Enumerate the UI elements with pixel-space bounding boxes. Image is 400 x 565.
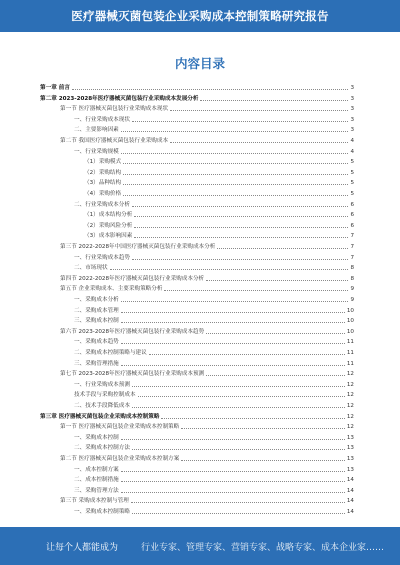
toc-leader-dots bbox=[110, 269, 349, 270]
toc-entry[interactable] bbox=[40, 105, 354, 113]
toc-entry-page: 3 bbox=[350, 95, 354, 102]
toc-heading: 内容目录 bbox=[174, 56, 225, 71]
toc-entry-page: 9 bbox=[350, 286, 354, 293]
toc-entry-label: 二、采购成本控制方法 bbox=[74, 445, 130, 452]
toc-leader-dots bbox=[72, 89, 349, 90]
toc-leader-dots bbox=[121, 492, 345, 493]
toc-entry-label: 二、技术手段降低成本 bbox=[74, 403, 130, 409]
toc-entry[interactable] bbox=[40, 158, 354, 166]
toc-entry[interactable] bbox=[40, 338, 354, 346]
toc-entry-page: 12 bbox=[346, 403, 354, 409]
toc-leader-dots bbox=[123, 174, 348, 175]
toc-entry-label: 一、采购成本控制 bbox=[74, 434, 119, 441]
table-of-contents bbox=[40, 84, 354, 524]
toc-leader-dots bbox=[181, 460, 345, 461]
toc-leader-dots bbox=[131, 502, 345, 503]
toc-leader-dots bbox=[121, 153, 349, 154]
toc-entry[interactable] bbox=[40, 423, 354, 431]
toc-entry-label: （3）品种结构 bbox=[84, 180, 122, 187]
toc-entry-label: 一、成本控制方案 bbox=[74, 466, 119, 473]
toc-entry-page: 12 bbox=[346, 413, 354, 420]
toc-leader-dots bbox=[121, 439, 345, 440]
toc-leader-dots bbox=[123, 195, 348, 196]
toc-leader-dots bbox=[206, 280, 348, 281]
toc-entry-page: 5 bbox=[350, 159, 354, 166]
toc-entry-label: 第二节 我国医疗器械灭菌包装行业采购成本 bbox=[60, 138, 169, 144]
toc-leader-dots bbox=[164, 290, 348, 291]
toc-entry[interactable] bbox=[40, 116, 354, 124]
toc-leader-dots bbox=[121, 481, 345, 482]
toc-entry-page: 11 bbox=[346, 360, 354, 367]
toc-leader-dots bbox=[206, 375, 345, 376]
toc-entry[interactable] bbox=[40, 381, 354, 389]
toc-entry-page: 3 bbox=[350, 106, 354, 113]
toc-entry-label: （3）成本影响因素 bbox=[84, 233, 133, 240]
toc-entry-label: 第二节 医疗器械灭菌包装企业采购成本控制方案 bbox=[60, 456, 180, 462]
toc-leader-dots bbox=[121, 312, 345, 313]
toc-entry-page: 4 bbox=[350, 148, 354, 155]
toc-leader-dots bbox=[121, 343, 345, 344]
toc-entry-page: 14 bbox=[346, 498, 354, 505]
toc-entry-page: 4 bbox=[350, 138, 354, 144]
toc-entry-label: 二、采购成本控制策略与建议 bbox=[74, 350, 147, 356]
toc-entry-page: 11 bbox=[346, 350, 354, 356]
toc-entry[interactable] bbox=[40, 370, 354, 378]
toc-entry-label: 第五节 企业采购成本、主要采购策略分析 bbox=[60, 286, 163, 293]
toc-entry-page: 12 bbox=[346, 392, 354, 399]
toc-entry-label: 二、采购成本管理 bbox=[74, 307, 119, 314]
toc-entry[interactable] bbox=[40, 232, 354, 240]
toc-entry-page: 3 bbox=[350, 116, 354, 123]
toc-leader-dots bbox=[200, 100, 348, 101]
toc-entry-page: 3 bbox=[350, 127, 354, 134]
toc-entry-label: 三、采购管理措施 bbox=[74, 360, 119, 367]
toc-leader-dots bbox=[138, 396, 345, 397]
toc-entry-page: 8 bbox=[350, 265, 354, 272]
toc-entry-page: 12 bbox=[346, 424, 354, 431]
toc-entry-page: 9 bbox=[350, 297, 354, 303]
toc-entry-page: 12 bbox=[346, 381, 354, 388]
toc-entry-label: 第六节 2023-2028年医疗器械灭菌包装行业采购成本趋势 bbox=[60, 328, 205, 335]
toc-entry-label: 一、采购成本分析 bbox=[74, 297, 119, 303]
toc-entry[interactable] bbox=[40, 476, 354, 484]
toc-entry[interactable] bbox=[40, 307, 354, 315]
toc-entry-label: 一、行业采购成本趋势 bbox=[74, 254, 130, 261]
toc-entry-page: 7 bbox=[350, 254, 354, 261]
toc-entry-label: 一、采购成本趋势 bbox=[74, 339, 119, 346]
footer-tagline: 行业专家、管理专家、营销专家、战略专家、成本企业家…… bbox=[141, 543, 385, 553]
toc-entry[interactable] bbox=[40, 95, 354, 103]
toc-leader-dots bbox=[206, 333, 345, 334]
toc-entry[interactable] bbox=[40, 190, 354, 198]
toc-entry-label: 第七节 2023-2028年医疗器械灭菌包装行业采购成本预测 bbox=[60, 371, 205, 378]
toc-entry-page: 12 bbox=[346, 371, 354, 378]
toc-leader-dots bbox=[149, 354, 345, 355]
toc-leader-dots bbox=[121, 471, 345, 472]
toc-entry[interactable] bbox=[40, 211, 354, 219]
toc-entry-label: 技术手段与采购控制成本 bbox=[74, 392, 136, 399]
toc-entry-page: 5 bbox=[350, 180, 354, 187]
toc-entry-label: （1）成本结构分析 bbox=[84, 212, 133, 219]
toc-leader-dots bbox=[121, 131, 349, 132]
toc-entry-label: （2）采购结构 bbox=[84, 169, 122, 176]
toc-leader-dots bbox=[132, 386, 345, 387]
toc-entry[interactable] bbox=[40, 201, 354, 209]
toc-entry-page: 14 bbox=[346, 477, 354, 484]
toc-entry[interactable] bbox=[40, 487, 354, 495]
toc-entry[interactable] bbox=[40, 349, 354, 357]
toc-entry-label: 二、市场现状 bbox=[74, 265, 108, 272]
toc-entry[interactable] bbox=[40, 317, 354, 325]
toc-entry-page: 13 bbox=[346, 456, 354, 462]
toc-entry-page: 5 bbox=[350, 169, 354, 176]
toc-leader-dots bbox=[132, 259, 348, 260]
toc-entry-page: 14 bbox=[346, 487, 354, 494]
toc-entry[interactable] bbox=[40, 126, 354, 134]
toc-entry-label: 第四节 2022-2028年医疗器械灭菌包装行业采购成本分析 bbox=[60, 275, 205, 282]
footer-bar bbox=[0, 527, 400, 565]
toc-leader-dots bbox=[134, 216, 348, 217]
report-title: 医疗器械灭菌包装企业采购成本控制策略研究报告 bbox=[71, 9, 329, 23]
toc-entry[interactable] bbox=[40, 391, 354, 399]
toc-entry-label: 三、采购管理方法 bbox=[74, 487, 119, 494]
header-bar bbox=[0, 0, 400, 32]
toc-entry[interactable] bbox=[40, 508, 354, 516]
toc-entry[interactable] bbox=[40, 296, 354, 304]
toc-leader-dots bbox=[217, 248, 348, 249]
toc-entry-label: 一、行业采购成本预测 bbox=[74, 381, 130, 388]
toc-leader-dots bbox=[121, 322, 345, 323]
toc-leader-dots bbox=[161, 418, 344, 419]
toc-entry-page: 3 bbox=[350, 85, 354, 91]
toc-entry[interactable] bbox=[40, 137, 354, 145]
toc-entry-label: 二、行业采购成本分析 bbox=[74, 201, 130, 208]
toc-entry-label: 第一章 前言 bbox=[40, 85, 70, 91]
toc-entry-label: （2）采购风险分析 bbox=[84, 222, 133, 229]
toc-entry-page: 10 bbox=[346, 307, 354, 314]
toc-entry-label: 二、主要影响因素 bbox=[74, 127, 119, 134]
toc-entry-label: 一、行业采购成本现状 bbox=[74, 116, 130, 123]
toc-entry-page: 6 bbox=[350, 212, 354, 219]
toc-entry[interactable] bbox=[40, 169, 354, 177]
toc-entry-label: 第三章 医疗器械灭菌包装企业采购成本控制策略 bbox=[40, 413, 160, 420]
footer-slogan: 让每个人都能成为 bbox=[46, 543, 119, 553]
toc-leader-dots bbox=[170, 142, 348, 143]
toc-entry-page: 11 bbox=[346, 339, 354, 346]
toc-leader-dots bbox=[134, 237, 348, 238]
toc-entry-page: 14 bbox=[346, 509, 354, 515]
toc-entry-label: 三、采购成本控制 bbox=[74, 318, 119, 325]
toc-entry[interactable] bbox=[40, 497, 354, 505]
toc-entry[interactable] bbox=[40, 360, 354, 368]
toc-entry-label: 第二章 2023-2028年医疗器械灭菌包装行业采购成本发展分析 bbox=[40, 95, 199, 102]
toc-entry-page: 13 bbox=[346, 445, 354, 452]
toc-entry-page: 5 bbox=[350, 191, 354, 197]
toc-leader-dots bbox=[132, 407, 345, 408]
toc-entry-label: 一、行业采购规模 bbox=[74, 148, 119, 155]
toc-entry[interactable] bbox=[40, 402, 354, 410]
toc-leader-dots bbox=[132, 513, 345, 514]
toc-entry[interactable] bbox=[40, 254, 354, 262]
toc-leader-dots bbox=[132, 206, 348, 207]
toc-entry[interactable] bbox=[40, 444, 354, 452]
toc-entry-label: （1）采购模式 bbox=[84, 159, 122, 166]
toc-entry[interactable] bbox=[40, 455, 354, 463]
toc-entry[interactable] bbox=[40, 148, 354, 156]
toc-entry-page: 7 bbox=[350, 233, 354, 240]
toc-entry-page: 6 bbox=[350, 222, 354, 229]
toc-entry-label: 一、采购成本控制策略 bbox=[74, 509, 130, 515]
toc-leader-dots bbox=[181, 428, 345, 429]
toc-entry[interactable] bbox=[40, 84, 354, 92]
toc-leader-dots bbox=[121, 365, 345, 366]
toc-entry-page: 7 bbox=[350, 244, 354, 250]
toc-entry-page: 13 bbox=[346, 466, 354, 473]
toc-entry[interactable] bbox=[40, 222, 354, 230]
toc-entry[interactable] bbox=[40, 434, 354, 442]
toc-entry-label: 第一节 医疗器械灭菌包装行业采购成本现状 bbox=[60, 106, 169, 113]
toc-leader-dots bbox=[132, 121, 348, 122]
toc-leader-dots bbox=[121, 301, 349, 302]
toc-leader-dots bbox=[123, 184, 348, 185]
toc-entry-label: 第三节 采购成本控制与管理 bbox=[60, 498, 129, 505]
toc-entry-page: 8 bbox=[350, 275, 354, 282]
toc-entry[interactable] bbox=[40, 179, 354, 187]
toc-entry-page: 10 bbox=[346, 328, 354, 335]
toc-leader-dots bbox=[134, 227, 348, 228]
toc-entry[interactable] bbox=[40, 413, 354, 421]
toc-entry-label: 第一节 医疗器械灭菌包装企业采购成本控制策略 bbox=[60, 424, 180, 431]
toc-leader-dots bbox=[123, 163, 348, 164]
toc-entry[interactable] bbox=[40, 243, 354, 251]
toc-entry-label: 第三节 2022-2028年中国医疗器械灭菌包装行业采购成本分析 bbox=[60, 244, 216, 250]
toc-entry-page: 13 bbox=[346, 434, 354, 441]
toc-leader-dots bbox=[132, 449, 345, 450]
toc-entry-label: （4）采购价格 bbox=[84, 191, 122, 197]
toc-entry[interactable] bbox=[40, 466, 354, 474]
toc-entry-label: 二、成本控制措施 bbox=[74, 477, 119, 484]
toc-entry[interactable] bbox=[40, 275, 354, 283]
toc-entry-page: 10 bbox=[346, 318, 354, 325]
toc-leader-dots bbox=[170, 110, 348, 111]
toc-entry[interactable] bbox=[40, 328, 354, 336]
toc-entry[interactable] bbox=[40, 264, 354, 272]
toc-entry[interactable] bbox=[40, 285, 354, 293]
toc-entry-page: 6 bbox=[350, 201, 354, 208]
